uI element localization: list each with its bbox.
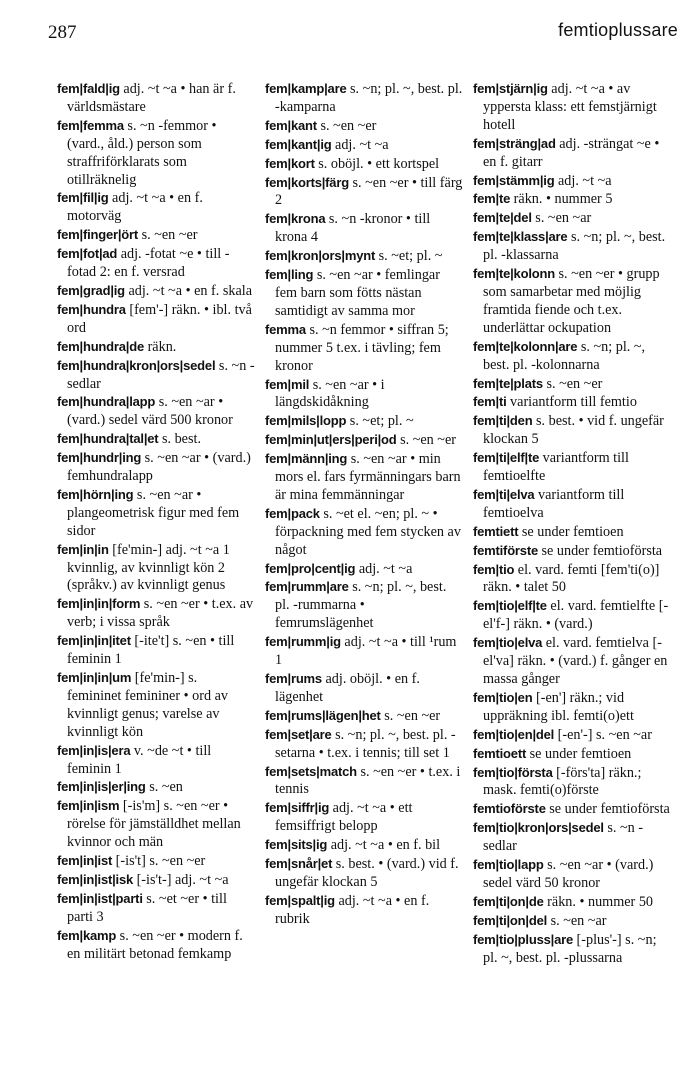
dictionary-entry [265,412,463,431]
dictionary-entry [473,597,671,634]
entry-headword: fem|ling [265,267,314,283]
dictionary-entry [57,632,255,669]
dictionary-entry [57,282,255,301]
entry-definition: adj. ~t ~a • en f. bil [327,837,441,854]
entry-headword: fem|tio|pluss|are [473,931,573,947]
entry-headword: fem|rumm|are [265,579,349,595]
dictionary-entry [265,247,463,266]
entry-definition: variantform till femtio [506,394,637,411]
entry-headword: fem|ti|on|del [473,912,548,928]
dictionary-entry [57,245,255,282]
dictionary-entry [265,633,463,670]
entry-headword: femtioförste [473,801,546,817]
dictionary-entry [473,449,671,486]
entry-definition: s. ~en ~ar • (vard.) sedel värd 50 kronor [483,857,654,891]
entry-definition: [-is'm] s. ~en ~er • rörelse för jämställdhet mellan kvinnor och män [67,798,241,851]
dictionary-entry [57,541,255,596]
dictionary-entry [265,892,463,929]
dictionary-entry [473,486,671,523]
entry-definition: s. ~en ~ar • femlingar fem barn som fötts nästan samtidigt av samma mor [275,267,440,319]
entry-definition: [-plus'-] s. ~n; pl. ~, best. pl. -plussarna [483,931,657,966]
entry-definition: adj. ~t ~a • han är f. världsmästare [67,81,236,115]
entry-headword: fem|grad|ig [57,282,125,298]
entry-headword: fem|tio|lapp [473,857,544,873]
dictionary-entry [265,505,463,560]
entry-headword: fem|ti|elva [473,486,535,502]
dictionary-entry [473,912,671,931]
entry-definition: s. best. • vid f. ungefär klockan 5 [483,413,664,448]
entry-headword: fem|hundra|kron|ors|sedel [57,357,216,373]
dictionary-entry [473,172,671,191]
entry-headword: fem|hundra|tal|et [57,431,159,447]
entry-definition: [-en'] räkn.; vid uppräkning ibl. femti(o)ett [483,689,634,724]
dictionary-entry [265,210,463,247]
entry-definition: variantform till femtioelva [483,486,625,521]
entry-definition: adj. ~t ~a [554,172,612,189]
entry-headword: fem|pro|cent|ig [265,560,356,576]
entry-definition: [fe'min-] adj. ~t ~a 1 kvinnlig, av kvinnligt kön 2 (språkv.) av kvinnligt genus [67,541,230,594]
entry-headword: fem|tio [473,561,515,577]
entry-headword: fem|ti|elf|te [473,450,540,466]
dictionary-entry [473,265,671,338]
entry-definition: adj. ~t ~a • till ¹rum 1 [275,634,457,669]
dictionary-entry [265,321,463,376]
dictionary-entry [473,819,671,856]
entry-definition: se under femtioförsta [545,801,670,818]
entry-definition: s. ~n -kronor • till krona 4 [275,211,431,246]
column-1 [57,80,255,1037]
dictionary-entry [473,338,671,375]
entry-definition: s. ~en ~ar • min mors el. fars fyrmänningars barn är mina femmänningar [275,451,461,503]
entry-definition: s. ~n -sedlar [483,820,643,855]
dictionary-entry [265,136,463,155]
entry-headword: fem|ti|den [473,413,533,429]
entry-definition: s. ~en ~er [138,227,198,244]
entry-headword: femtiett [473,523,519,539]
entry-headword: fem|rumm|ig [265,634,341,650]
dictionary-entry [57,890,255,927]
entry-headword: fem|ti [473,394,507,410]
entry-headword: fem|rums [265,671,322,686]
dictionary-entry [473,745,671,764]
dictionary-entry [265,855,463,892]
dictionary-entry [57,430,255,449]
entry-definition: se under femtioen [526,745,632,762]
column-3 [473,80,671,1037]
entry-definition: s. ~et el. ~en; pl. ~ • förpackning med fem stycken av något [275,505,461,558]
entry-definition: adj. ~t ~a • en f. rubrik [275,892,430,927]
entry-definition: s. ~en ~ar • i längdskidåkning [275,376,385,411]
entry-definition: s. ~en ~er • t.ex. av verb; i vissa språk [67,596,254,631]
entry-headword: femma [265,321,306,337]
entry-headword: fem|spalt|ig [265,892,335,908]
entry-headword: fem|kron|ors|mynt [265,248,376,264]
entry-definition: adj. ~t ~a • en f. skala [124,282,252,299]
entry-headword: fem|rums|lägen|het [265,707,381,723]
entry-headword: fem|femma [57,117,124,133]
dictionary-entry [57,797,255,852]
dictionary-entry [57,871,255,890]
entry-headword: fem|sits|ig [265,837,328,853]
entry-definition: adj. -strängat ~e • en f. gitarr [483,135,660,170]
entry-headword: fem|tio|elf|te [473,598,547,614]
entry-headword: fem|te|kolonn [473,266,555,282]
dictionary-entry [473,80,671,135]
dictionary-entry [265,266,463,321]
entry-definition: [-ite't] s. ~en • till feminin 1 [67,633,235,668]
entry-definition: s. ~n -femmor • (vard., åld.) person som straffriförklarats som otillräknelig [67,117,217,188]
entry-headword: fem|mil [265,376,310,392]
entry-headword: fem|in|ist [57,853,113,869]
dictionary-entry [57,226,255,245]
entry-headword: fem|in|is|er|ing [57,779,146,795]
running-head: femtioplussare [558,20,678,40]
dictionary-entry [473,893,671,912]
entry-definition: s. ~n femmor • siffran 5; nummer 5 t.ex. i tävling; fem kronor [275,321,449,374]
dictionary-entry [57,595,255,632]
entry-definition: el. vard. femti [fem'ti(o)] räkn. • talet 50 [483,561,660,596]
dictionary-entry [57,669,255,742]
page-number: 287 [48,22,77,43]
entry-headword: femtioett [473,745,527,761]
entry-headword: fem|in|ist|parti [57,890,143,906]
dictionary-entry [265,763,463,800]
entry-headword: fem|te|del [473,210,532,226]
entry-definition: s. ~en ~er • till färg 2 [275,174,463,209]
entry-definition: räkn. • nummer 50 [543,893,654,910]
dictionary-entry [265,726,463,763]
entry-headword: fem|min|ut|ers|peri|od [265,432,397,448]
entry-definition: s. ~n; pl. ~, best. pl. -klassarna [483,229,666,264]
entry-definition: s. ~n; pl. ~, best. pl. -setarna • t.ex. i tennis; till set 1 [275,726,456,761]
entry-definition: s. ~n; pl. ~, best. pl. -kamparna [275,81,463,115]
entry-definition: s. ~n -sedlar [67,357,255,392]
dictionary-entry [265,560,463,579]
entry-definition: [fe'min-] s. femininet femininer • ord av kvinnligt genus; varelse av kvinnligt kön [67,670,228,740]
entry-definition: s. ~en ~ar • (vard.) femhundralapp [67,450,251,485]
entry-headword: fem|krona [265,211,326,227]
dictionary-entry [57,742,255,779]
entry-headword: fem|fald|ig [57,81,120,96]
dictionary-entry [473,634,671,689]
dictionary-entry [473,726,671,745]
entry-headword: fem|in|in|itet [57,633,131,649]
entry-headword: fem|sträng|ad [473,135,556,151]
entry-headword: fem|stjärn|ig [473,81,548,96]
entry-headword: fem|in|in|um [57,670,132,685]
dictionary-entry [473,190,671,209]
entry-headword: fem|in|ism [57,798,120,814]
entry-definition: [-is't] s. ~en ~er [112,853,206,870]
dictionary-entry [473,375,671,394]
entry-definition: s. ~en ~er [396,432,457,449]
dictionary-entry [265,836,463,855]
dictionary-entry [57,357,255,394]
entry-headword: fem|tio|kron|ors|sedel [473,820,604,836]
dictionary-entry [473,689,671,726]
dictionary-entry [265,174,463,211]
dictionary-entry [57,338,255,357]
entry-headword: femtiförste [473,542,538,558]
entry-headword: fem|te|klass|are [473,229,568,245]
dictionary-entry [265,799,463,836]
dictionary-entry [265,670,463,707]
entry-definition: [-en'-] s. ~en ~ar [554,726,652,743]
entry-headword: fem|korts|färg [265,174,349,190]
entry-headword: fem|hundra|de [57,338,145,354]
dictionary-entry [57,189,255,226]
entry-headword: fem|hundr|ing [57,450,142,466]
entry-definition: s. ~n; pl. ~, best. pl. -rummarna • femrumslägenhet [275,579,447,632]
entry-headword: fem|snår|et [265,856,333,872]
entry-definition: s. ~en ~ar [547,912,607,929]
entry-definition: räkn. • nummer 5 [510,191,613,208]
dictionary-entry [57,449,255,486]
dictionary-entry [265,450,463,505]
dictionary-entry [57,852,255,871]
entry-headword: fem|tio|första [473,764,553,780]
entry-definition: adj. ~t ~a • ett femsiffrigt belopp [275,800,413,835]
entry-definition: se under femtioförsta [537,542,663,559]
dictionary-entry [473,764,671,801]
entry-definition: adj. -fotat ~e • till -fotad 2: en f. versrad [67,246,230,281]
entry-headword: fem|kort [265,155,315,171]
dictionary-entry [265,431,463,450]
dictionary-entry [265,155,463,174]
dictionary-entry [265,376,463,413]
dictionary-entry [57,393,255,430]
entry-headword: fem|mils|lopp [265,413,347,429]
entry-headword: fem|te [473,191,511,207]
entry-definition: variantform till femtioelfte [483,450,629,485]
entry-headword: fem|te|plats [473,375,543,391]
dictionary-entry [57,778,255,797]
entry-definition: s. ~en [145,779,183,796]
dictionary-entry [265,80,463,117]
entry-headword: fem|finger|ört [57,227,139,243]
entry-definition: s. ~en ~er [316,117,377,134]
dictionary-entry [57,301,255,338]
entry-definition: adj. ~t ~a [331,136,389,153]
entry-headword: fem|kamp [57,927,117,943]
entry-definition: s. ~en ~er • t.ex. i tennis [275,763,461,798]
dictionary-entry [473,931,671,968]
dictionary-entry [473,228,671,265]
entry-definition: [-förs'ta] räkn.; mask. femti(o)förste [483,764,642,799]
dictionary-entry [473,856,671,893]
entry-headword: fem|tio|elva [473,635,543,651]
entry-definition: adj. ~t ~a • av yppersta klass: ett femstjärnigt hotell [483,81,657,133]
entry-headword: fem|pack [265,505,320,521]
entry-definition: adj. ~t ~a [355,560,413,577]
entry-headword: fem|ti|on|de [473,893,544,909]
entry-headword: fem|männ|ing [265,451,348,467]
entry-definition: el. vard. femtielva [-el'va] räkn. • (vard.) f. gånger en massa gånger [483,635,668,687]
entry-definition: s. best. • (vard.) vid f. ungefär klockan 5 [275,856,459,890]
entry-definition: v. ~de ~t • till feminin 1 [67,742,212,777]
entry-definition: se under femtioen [518,523,624,540]
entry-definition: s. ~en ~ar • (vard.) sedel värd 500 kronor [67,394,233,429]
dictionary-entry [57,117,255,190]
entry-headword: fem|sets|match [265,763,357,779]
dictionary-entry [473,209,671,228]
entry-definition: s. best. [158,431,201,448]
entry-definition: el. vard. femtielfte [-el'f-] räkn. • (vard.) [483,598,669,633]
entry-definition: s. oböjl. • ett kortspel [314,155,440,172]
entry-headword: fem|tio|en [473,689,533,705]
entry-headword: fem|in|in|form [57,596,141,612]
entry-definition: s. ~en ~ar • plangeometrisk figur med fem sidor [67,486,240,539]
entry-definition: s. ~en ~er • modern f. en militärt betonad femkamp [67,927,243,962]
entry-headword: fem|hundra|lapp [57,394,156,410]
entry-headword: fem|hundra [57,301,126,317]
dictionary-entry [57,927,255,964]
entry-headword: fem|in|ist|isk [57,871,134,887]
entry-headword: fem|stämm|ig [473,172,555,188]
entry-headword: fem|kant|ig [265,136,332,152]
dictionary-entry [473,412,671,449]
entry-headword: fem|fil|ig [57,190,109,206]
entry-definition: adj. ~t ~a • en f. motorväg [67,190,203,225]
entry-headword: fem|hörn|ing [57,486,134,502]
dictionary-entry [473,542,671,561]
entry-headword: fem|siffr|ig [265,800,330,816]
entry-definition: s. ~en ~er • grupp som samarbetar med möjlig framtida fiende och t.ex. underlättar ockupation [483,266,660,336]
entry-definition: [fem'-] räkn. • ibl. två ord [67,301,252,336]
dictionary-entry [57,486,255,541]
column-2 [265,80,463,1037]
entry-definition: s. ~et ~er • till parti 3 [67,890,227,925]
entry-definition: s. ~en ~er [542,375,603,392]
entry-headword: fem|te|kolonn|are [473,338,578,354]
dictionary-entry [473,800,671,819]
entry-definition: [-is't-] adj. ~t ~a [133,871,229,888]
dictionary-entry [473,561,671,598]
dictionary-entry [473,393,671,412]
entry-definition: s. ~n; pl. ~, best. pl. -kolonnarna [483,338,646,373]
entry-headword: fem|in|is|era [57,742,131,758]
entry-headword: fem|in|in [57,541,109,557]
entry-definition: adj. oböjl. • en f. lägenhet [275,671,420,705]
dictionary-entry [265,117,463,136]
entry-headword: fem|kamp|are [265,81,347,96]
dictionary-entry [473,135,671,172]
entry-definition: s. ~en ~ar [531,210,592,227]
entry-headword: fem|tio|en|del [473,726,555,742]
entry-headword: fem|set|are [265,726,332,742]
entry-definition: s. ~en ~er [380,707,441,724]
entry-definition: s. ~et; pl. ~ [346,413,414,430]
dictionary-entry [473,523,671,542]
dictionary-entry [265,578,463,633]
entry-headword: fem|kant [265,117,317,133]
entry-headword: fem|fot|ad [57,246,118,262]
dictionary-columns [57,80,690,1037]
entry-definition: s. ~et; pl. ~ [375,248,443,265]
entry-definition: räkn. [144,338,177,355]
dictionary-entry [57,80,255,117]
dictionary-entry [265,707,463,726]
